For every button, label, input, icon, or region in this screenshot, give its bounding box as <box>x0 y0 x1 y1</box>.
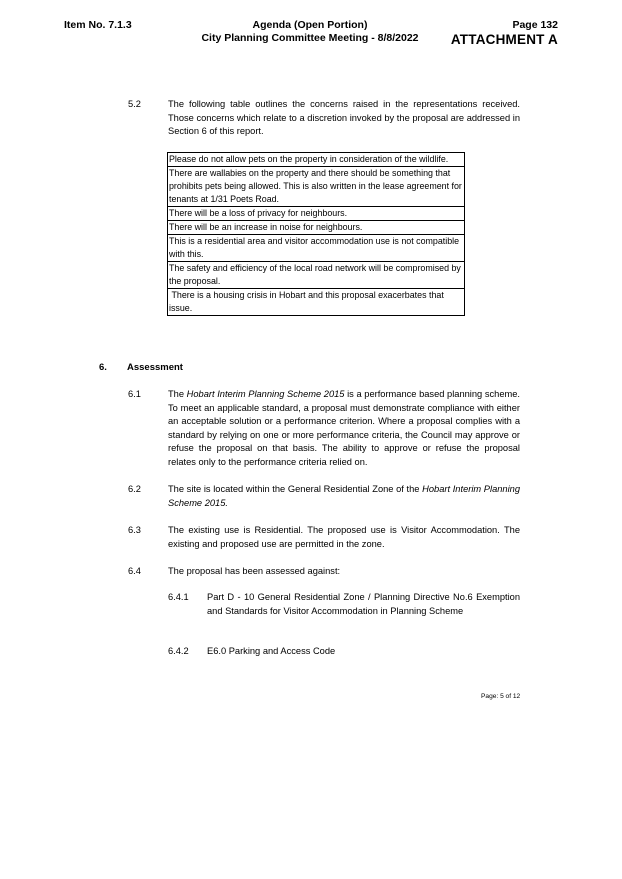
para-6-2 <box>168 483 520 510</box>
para-number-6-1: 6.1 <box>128 389 141 399</box>
para-6-3: The existing use is Residential. The proposed use is Visitor Accommodation. The existing and proposed use are permitted in the zone. <box>168 525 520 549</box>
table-row <box>168 289 465 316</box>
table-row <box>168 167 465 207</box>
para-6-2-text: The site is located within the General Residential Zone of the <box>168 484 423 494</box>
para-number-6-4-2: 6.4.2 <box>168 646 189 656</box>
para-number-5-2: 5.2 <box>128 99 141 109</box>
header-right <box>451 19 558 47</box>
section-title-assessment: Assessment <box>127 362 183 373</box>
item-number: Item No. 7.1.3 <box>64 19 132 31</box>
table-row <box>168 207 465 221</box>
para-6-1-prefix: The <box>168 389 187 399</box>
para-number-6-4: 6.4 <box>128 566 141 576</box>
para-6-4-2: E6.0 Parking and Access Code <box>207 646 336 656</box>
table-cell: The safety and efficiency of the local road network will be compromised by the proposal. <box>168 262 465 289</box>
para-number-6-4-1: 6.4.1 <box>168 592 189 602</box>
para-6-1 <box>168 388 520 470</box>
table-row <box>168 262 465 289</box>
attachment-label: ATTACHMENT A <box>450 31 558 47</box>
scheme-name: Hobart Interim Planning Scheme 2015 <box>186 389 345 399</box>
section-number-6: 6. <box>99 362 107 373</box>
concerns-table <box>167 152 465 316</box>
header-center <box>190 19 430 44</box>
para-6-1-text: is a performance based planning scheme. To meet an applicable standard, a proposal must demonstrate compliance with either an acceptable solution or a performance criterion. Where a proposal complies with a standard by relying on one or more performance criteria, the Council may approve or refuse the proposal on that basis. The ability to approve or refuse the proposal relates only to the performance criteria relied on. <box>168 389 520 467</box>
table-cell: There will be a loss of privacy for neighbours. <box>168 207 465 221</box>
para-number-6-2: 6.2 <box>128 484 141 494</box>
table-row <box>168 221 465 235</box>
page-number: Page 132 <box>512 19 558 31</box>
table-row <box>168 153 465 167</box>
table-cell: There are wallabies on the property and there should be something that prohibits pets being allowed. This is also written in the lease agreement for tenants at 1/31 Poets Road. <box>168 167 465 207</box>
para-number-6-3: 6.3 <box>128 525 141 535</box>
table-cell: There will be an increase in noise for neighbours. <box>168 221 465 235</box>
agenda-title: Agenda (Open Portion) <box>252 19 368 31</box>
para-6-4: The proposal has been assessed against: <box>168 566 341 576</box>
page-footer: Page: 5 of 12 <box>481 693 521 700</box>
para-6-4-1: Part D - 10 General Residential Zone / Planning Directive No.6 Exemption and Standards for Visitor Accommodation in Planning Scheme <box>207 592 520 616</box>
table-cell: There is a housing crisis in Hobart and this proposal exacerbates that issue. <box>168 289 465 316</box>
table-row <box>168 235 465 262</box>
meeting-title: City Planning Committee Meeting - 8/8/2022 <box>201 31 419 44</box>
table-cell: Please do not allow pets on the property in consideration of the wildlife. <box>168 153 465 167</box>
table-cell: This is a residential area and visitor accommodation use is not compatible with this. <box>168 235 465 262</box>
scheme-name: Hobart Interim Planning Scheme 2015. <box>168 484 520 508</box>
para-5-2: The following table outlines the concerns raised in the representations received. Those concerns which relate to a discretion invoked by the proposal are addressed in Section 6 of this report. <box>168 99 520 137</box>
